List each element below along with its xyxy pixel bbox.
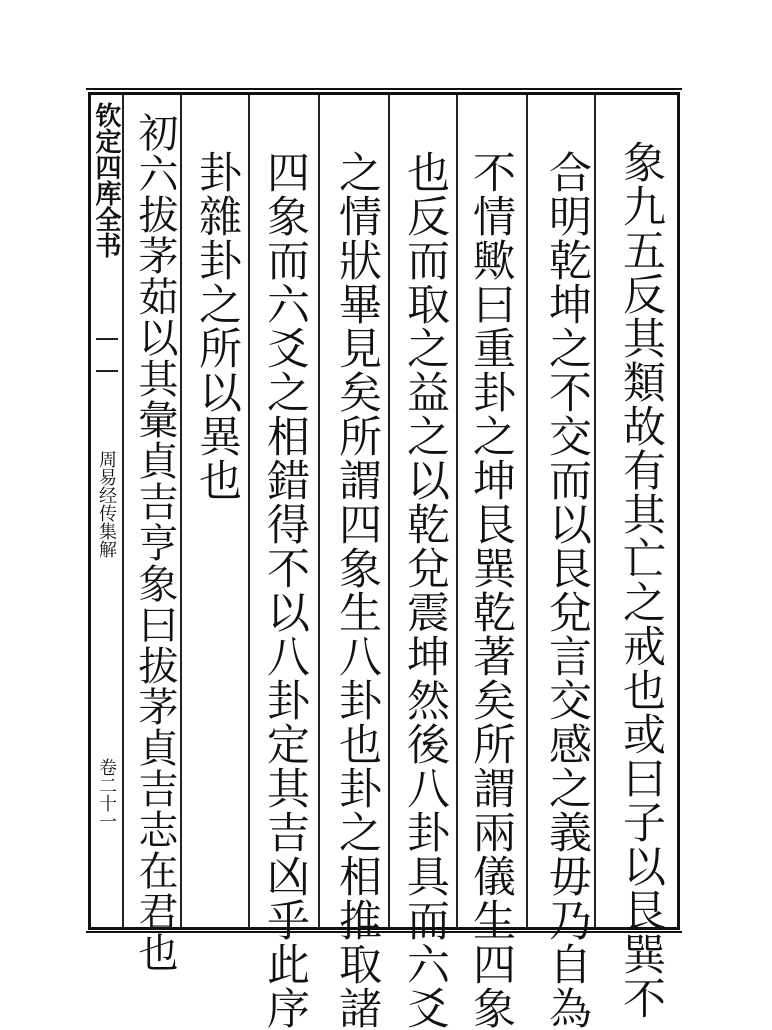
text-column-8: 初六拔茅茹以其彙貞吉亨象曰拔茅貞吉志在君也 <box>132 112 178 973</box>
column-divider <box>594 95 596 927</box>
text-column-7: 卦雜卦之所以異也 <box>192 150 242 502</box>
column-divider <box>318 95 320 927</box>
column-divider <box>388 95 390 927</box>
column-divider <box>526 95 528 927</box>
column-divider <box>456 95 458 927</box>
column-divider <box>122 95 124 927</box>
text-column-2: 合明乾坤之不交而以艮兌言交感之義毋乃自為 <box>542 150 592 1030</box>
text-column-3: 不情歟曰重卦之坤艮巽乾著矣所謂兩儀生四象 <box>466 150 516 1030</box>
margin-book-title: 周易经传集解 <box>96 450 117 558</box>
text-column-6: 四象而六爻之相錯得不以八卦定其吉凶乎此序 <box>260 150 310 1030</box>
column-divider <box>180 95 182 927</box>
margin-title: 钦定四库全书 <box>91 102 121 258</box>
text-column-4: 也反而取之益之以乾兌震坤然後八卦具而六爻 <box>400 150 450 1030</box>
text-column-5: 之情狀畢見矣所謂四象生八卦也卦之相推取諸 <box>332 150 382 1030</box>
page-border-top <box>86 88 682 90</box>
text-column-1: 象九五反其類故有其亡之戒也或曰子以艮巽不 <box>616 140 666 1020</box>
margin-page-number: 卷二十一 <box>96 758 117 830</box>
fish-tail-mark <box>96 338 118 372</box>
column-divider <box>248 95 250 927</box>
